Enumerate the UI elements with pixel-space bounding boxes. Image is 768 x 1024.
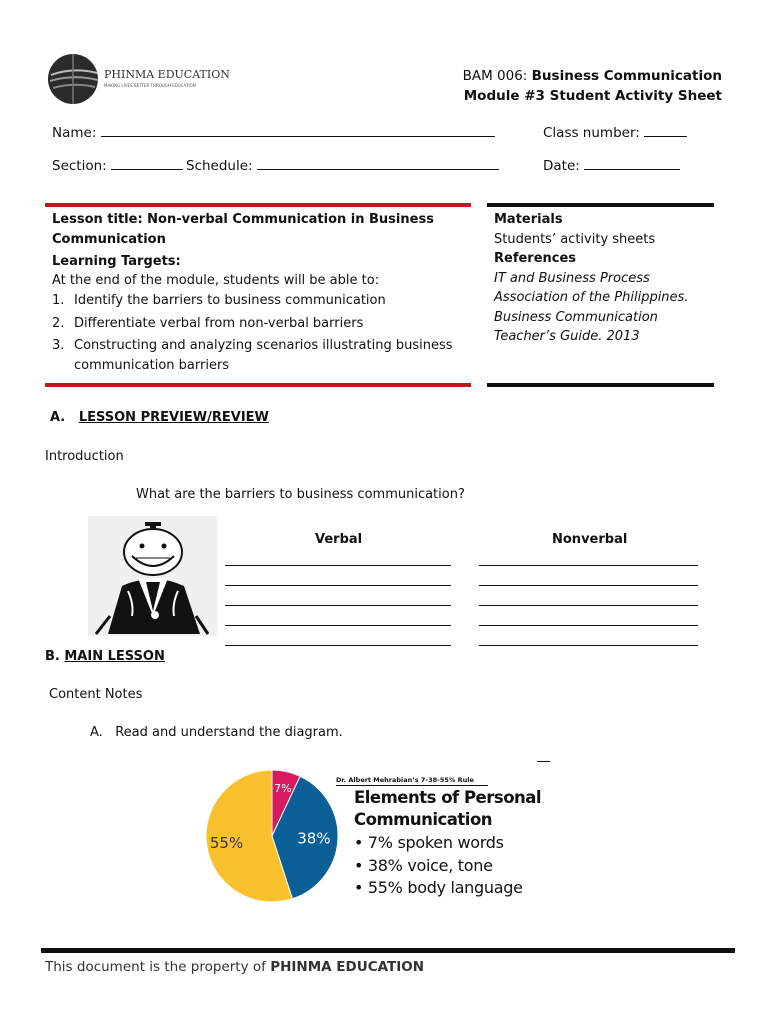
section-b-heading: B. MAIN LESSON [45, 649, 165, 664]
character-illustration [88, 516, 217, 636]
nonverbal-column-header: Nonverbal [552, 532, 628, 547]
diagram-title: Elements of Personal Communication [354, 788, 542, 829]
bullet-spoken-words: • 7% spoken words [354, 833, 504, 852]
reference-line-4: Teacher’s Guide. 2013 [494, 329, 640, 344]
class-number-label: Class number: [543, 125, 645, 141]
lesson-title-line2: Communication [52, 231, 166, 247]
references-heading: References [494, 251, 577, 266]
class-number-field[interactable] [543, 123, 687, 141]
materials-top-bar [487, 203, 714, 207]
module-title: Module #3 Student Activity Sheet [463, 88, 722, 104]
lesson-title: Lesson title: Non-verbal Communication in Business [52, 212, 434, 227]
bullet-voice-tone: • 38% voice, tone [354, 855, 493, 875]
section-label: Section: [52, 158, 111, 174]
logo-name: PHINMA EDUCATION [104, 68, 230, 81]
pie-label-7: 7% [274, 782, 292, 796]
pie-label-38: 38% [297, 829, 331, 848]
verbal-column-header: Verbal [315, 532, 363, 547]
nonverbal-answer-line-5[interactable] [479, 645, 698, 646]
course-title: Business Communication [531, 68, 722, 84]
footer-owner: PHINMA EDUCATION [270, 959, 425, 975]
schedule-label: Schedule: [186, 158, 257, 174]
phinma-logo-icon [47, 53, 101, 105]
reference-line-1: IT and Business Process [494, 270, 650, 286]
nonverbal-answer-line-2[interactable] [479, 585, 698, 586]
lesson-top-bar [45, 203, 471, 207]
nonverbal-answer-line-4[interactable] [479, 625, 698, 626]
target-item-3: 3. Constructing and analyzing scenarios illustrating business communication barriers [52, 338, 453, 373]
section-a-heading: A. LESSON PREVIEW/REVIEW [50, 410, 269, 425]
materials-heading: Materials [494, 212, 563, 227]
learning-targets-intro: At the end of the module, students will be able to: [52, 272, 380, 288]
diagram-rule-caption: Dr. Albert Mehrabian’s 7-38-55% Rule [336, 776, 474, 784]
course-header [463, 66, 722, 106]
logo-tagline: MAKING LIVES BETTER THROUGH EDUCATION [104, 83, 196, 88]
footer-text: This document is the property of PHINMA EDUCATION [45, 959, 425, 975]
footer-bar [41, 948, 735, 953]
intro-question: What are the barriers to business communication? [136, 487, 465, 502]
target-item-1: 1. Identify the barriers to business communication [52, 293, 386, 308]
lesson-bottom-bar [45, 383, 471, 387]
name-field[interactable] [52, 123, 495, 141]
materials-panel [494, 210, 714, 347]
course-code: BAM 006: [462, 68, 532, 84]
verbal-answer-line-2[interactable] [225, 585, 451, 586]
section-field[interactable] [52, 156, 183, 174]
reference-line-2: Association of the Philippines. [494, 290, 689, 305]
verbal-answer-line-4[interactable] [225, 625, 451, 626]
date-field[interactable] [543, 156, 680, 174]
communication-pie-chart [202, 766, 342, 906]
caption-underline [336, 785, 488, 786]
diagram-instruction: A. Read and understand the diagram. [90, 725, 343, 740]
materials-text: Students’ activity sheets [494, 231, 656, 247]
materials-bottom-bar [487, 383, 714, 387]
bullet-body-language: • 55% body language [354, 878, 523, 897]
nonverbal-answer-line-1[interactable] [479, 565, 698, 566]
reference-line-3: Business Communication [494, 309, 658, 325]
date-label: Date: [543, 158, 585, 174]
lesson-panel [52, 210, 467, 375]
content-notes-label: Content Notes [49, 687, 143, 702]
logo [47, 53, 230, 105]
verbal-answer-line-1[interactable] [225, 565, 451, 566]
verbal-answer-line-5[interactable] [225, 645, 451, 646]
diagram-bullets [354, 832, 523, 900]
name-label: Name: [52, 125, 101, 141]
schedule-field[interactable] [186, 156, 499, 174]
verbal-answer-line-3[interactable] [225, 605, 451, 606]
learning-targets-heading: Learning Targets: [52, 254, 181, 269]
graduate-character-icon [88, 516, 217, 636]
pie-label-55: 55% [209, 834, 244, 853]
target-item-2: 2. Differentiate verbal from non-verbal barriers [52, 315, 364, 331]
nonverbal-answer-line-3[interactable] [479, 605, 698, 606]
small-dash [537, 761, 550, 762]
introduction-label: Introduction [45, 449, 124, 464]
